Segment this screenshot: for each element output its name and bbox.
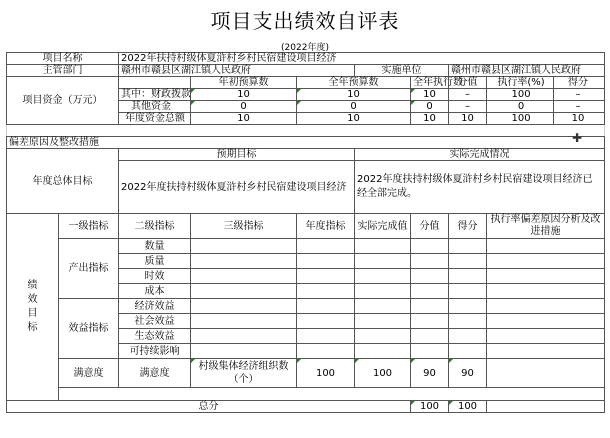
cell[interactable] [487, 401, 605, 413]
cell[interactable] [449, 239, 487, 254]
level1-satisfaction[interactable]: 满意度 [59, 359, 119, 388]
cell[interactable] [487, 254, 605, 269]
cell[interactable] [487, 299, 605, 314]
satisfaction-actual[interactable]: 100 [355, 359, 411, 388]
project-name-value[interactable]: 2022年扶持村级体夏浒村乡村民宿建设项目经济 [119, 53, 605, 65]
evaluation-sheet [6, 0, 604, 438]
dept-label[interactable]: 主管部门 [7, 65, 119, 77]
cell[interactable] [411, 284, 449, 299]
header-points[interactable]: 分值 [411, 214, 449, 239]
cell[interactable] [487, 359, 605, 388]
level2-cell[interactable]: 社会效益 [119, 314, 191, 329]
total-score[interactable]: 100 [449, 401, 487, 413]
cell[interactable] [449, 269, 487, 284]
cell[interactable] [355, 269, 411, 284]
goals-actual-header[interactable]: 实际完成情况 [355, 149, 605, 161]
page-title: 项目支出绩效自评表 [210, 9, 400, 33]
cell[interactable] [449, 329, 487, 344]
cell[interactable] [411, 254, 449, 269]
cell[interactable] [191, 269, 297, 284]
cell[interactable] [449, 299, 487, 314]
year-label: (2022年度) [281, 43, 329, 53]
cell[interactable] [411, 314, 449, 329]
goals-label[interactable]: 年度总体目标 [7, 149, 119, 214]
header-actual[interactable]: 实际完成值 [355, 214, 411, 239]
satisfaction-points[interactable]: 90 [411, 359, 449, 388]
level2-cell[interactable]: 生态效益 [119, 329, 191, 344]
level2-cell[interactable]: 质量 [119, 254, 191, 269]
cell[interactable] [449, 314, 487, 329]
cell[interactable] [191, 299, 297, 314]
level2-cell[interactable]: 可持续影响 [119, 344, 191, 359]
header-level3[interactable]: 三级指标 [191, 214, 297, 239]
cell[interactable] [355, 314, 411, 329]
cell[interactable] [191, 344, 297, 359]
cell[interactable] [487, 269, 605, 284]
cell[interactable] [487, 284, 605, 299]
cell[interactable] [191, 254, 297, 269]
goals-expected-text[interactable]: 2022年度扶持村级体夏浒村乡村民宿建设项目经济 [119, 161, 355, 214]
funds-header-blank[interactable] [119, 77, 191, 89]
cell[interactable] [487, 344, 605, 359]
funds-header-initial[interactable]: 年初预算数 [191, 77, 297, 89]
funds-cell[interactable]: 10 [449, 113, 487, 125]
crosshair-cursor-icon: ✚ [572, 131, 583, 145]
funds-label[interactable]: 项目资金（万元） [7, 77, 119, 125]
evaluation-table [6, 52, 605, 413]
funds-cell-rate-score[interactable] [487, 113, 605, 125]
funds-row-label[interactable]: 其中：财政拨款 [119, 89, 191, 101]
funds-header-annual[interactable]: 全年预算数 [297, 77, 411, 89]
cell[interactable] [411, 329, 449, 344]
funds-cell[interactable]: 10 [411, 89, 449, 101]
level3-satisfaction[interactable]: 村级集体经济组织数（个） [191, 359, 297, 388]
funds-cell[interactable]: 10 [191, 89, 297, 101]
cell[interactable] [297, 284, 355, 299]
header-analysis[interactable]: 执行率偏差原因分析及改进措施 [487, 214, 605, 239]
funds-cell: 100 [489, 113, 554, 124]
cell[interactable] [487, 239, 605, 254]
blank-row [59, 388, 605, 401]
total-label[interactable]: 总分 [7, 401, 411, 413]
cell[interactable] [411, 239, 449, 254]
total-points[interactable]: 100 [411, 401, 449, 413]
impl-label[interactable]: 实施单位 [355, 65, 449, 77]
funds-cell: – [575, 101, 581, 112]
indicators-side-text: 绩效目标 [27, 280, 38, 333]
project-name-label[interactable]: 项目名称 [7, 53, 119, 65]
funds-cell[interactable]: 0 [411, 101, 449, 113]
level2-satisfaction[interactable]: 满意度 [119, 359, 191, 388]
funds-cell[interactable]: 0 [191, 101, 297, 113]
funds-cell[interactable]: – [449, 101, 487, 113]
deviation-label[interactable]: 偏差原因及整改措施 [7, 137, 605, 149]
cell[interactable] [355, 344, 411, 359]
funds-header-points[interactable]: 分值 [449, 77, 487, 89]
header-score[interactable]: 得分 [449, 214, 487, 239]
indicators-side-label[interactable] [7, 214, 59, 401]
level2-cell[interactable]: 成本 [119, 284, 191, 299]
cell[interactable] [355, 299, 411, 314]
funds-cell[interactable]: 0 [297, 101, 411, 113]
dept-value[interactable]: 赣州市赣县区湖江镇人民政府 [119, 65, 355, 77]
funds-header-rate-score[interactable] [487, 77, 605, 89]
funds-cell: 10 [571, 113, 585, 124]
cell[interactable] [449, 284, 487, 299]
header-level1[interactable]: 一级指标 [59, 214, 119, 239]
cell[interactable] [297, 329, 355, 344]
level2-cell[interactable]: 时效 [119, 269, 191, 284]
funds-cell-rate-score[interactable] [487, 89, 605, 101]
level1-benefit[interactable]: 效益指标 [59, 299, 119, 359]
cell[interactable] [355, 329, 411, 344]
cell[interactable] [191, 329, 297, 344]
level2-cell[interactable]: 经济效益 [119, 299, 191, 314]
funds-cell-rate-score[interactable] [487, 101, 605, 113]
cell[interactable] [487, 329, 605, 344]
cell[interactable] [297, 344, 355, 359]
impl-value[interactable]: 赣州市赣县区湖江镇人民政府 [449, 65, 605, 77]
funds-header-rate: 执行率(%) [489, 77, 554, 88]
cell[interactable] [355, 254, 411, 269]
funds-cell: 0 [489, 101, 554, 112]
cell[interactable] [297, 269, 355, 284]
funds-cell: – [575, 89, 581, 100]
level1-output[interactable]: 产出指标 [59, 239, 119, 299]
cell[interactable] [411, 269, 449, 284]
level2-cell[interactable]: 数量 [119, 239, 191, 254]
satisfaction-score[interactable]: 90 [449, 359, 487, 388]
cell[interactable] [191, 239, 297, 254]
funds-cell: 100 [489, 89, 554, 100]
funds-row-label[interactable]: 年度资金总额 [119, 113, 191, 125]
goals-expected-header[interactable]: 预期目标 [119, 149, 355, 161]
funds-cell[interactable]: 10 [297, 89, 411, 101]
goals-actual-text[interactable]: 2022年度扶持村级体夏浒村乡村民宿建设项目经济已经全部完成。 [355, 161, 605, 214]
funds-cell[interactable]: 10 [411, 113, 449, 125]
cell[interactable] [297, 254, 355, 269]
cell[interactable] [355, 284, 411, 299]
cell[interactable] [411, 344, 449, 359]
cell[interactable] [449, 344, 487, 359]
cell[interactable] [297, 314, 355, 329]
funds-cell[interactable]: 10 [191, 113, 297, 125]
funds-row-label[interactable]: 其他资金 [119, 101, 191, 113]
cell[interactable] [487, 314, 605, 329]
funds-header-score: 得分 [568, 77, 589, 88]
cell[interactable] [449, 254, 487, 269]
cell[interactable] [297, 299, 355, 314]
header-level2[interactable]: 二级指标 [119, 214, 191, 239]
spacer-row [7, 125, 605, 137]
cell[interactable] [411, 299, 449, 314]
satisfaction-annual[interactable]: 100 [297, 359, 355, 388]
header-annual[interactable]: 年度指标 [297, 214, 355, 239]
funds-cell[interactable]: 10 [297, 113, 411, 125]
cell[interactable] [297, 239, 355, 254]
funds-cell[interactable]: – [449, 89, 487, 101]
cell[interactable] [355, 239, 411, 254]
cell[interactable] [191, 314, 297, 329]
funds-header-executed[interactable]: 全年执行数 [411, 77, 449, 89]
cell[interactable] [191, 284, 297, 299]
